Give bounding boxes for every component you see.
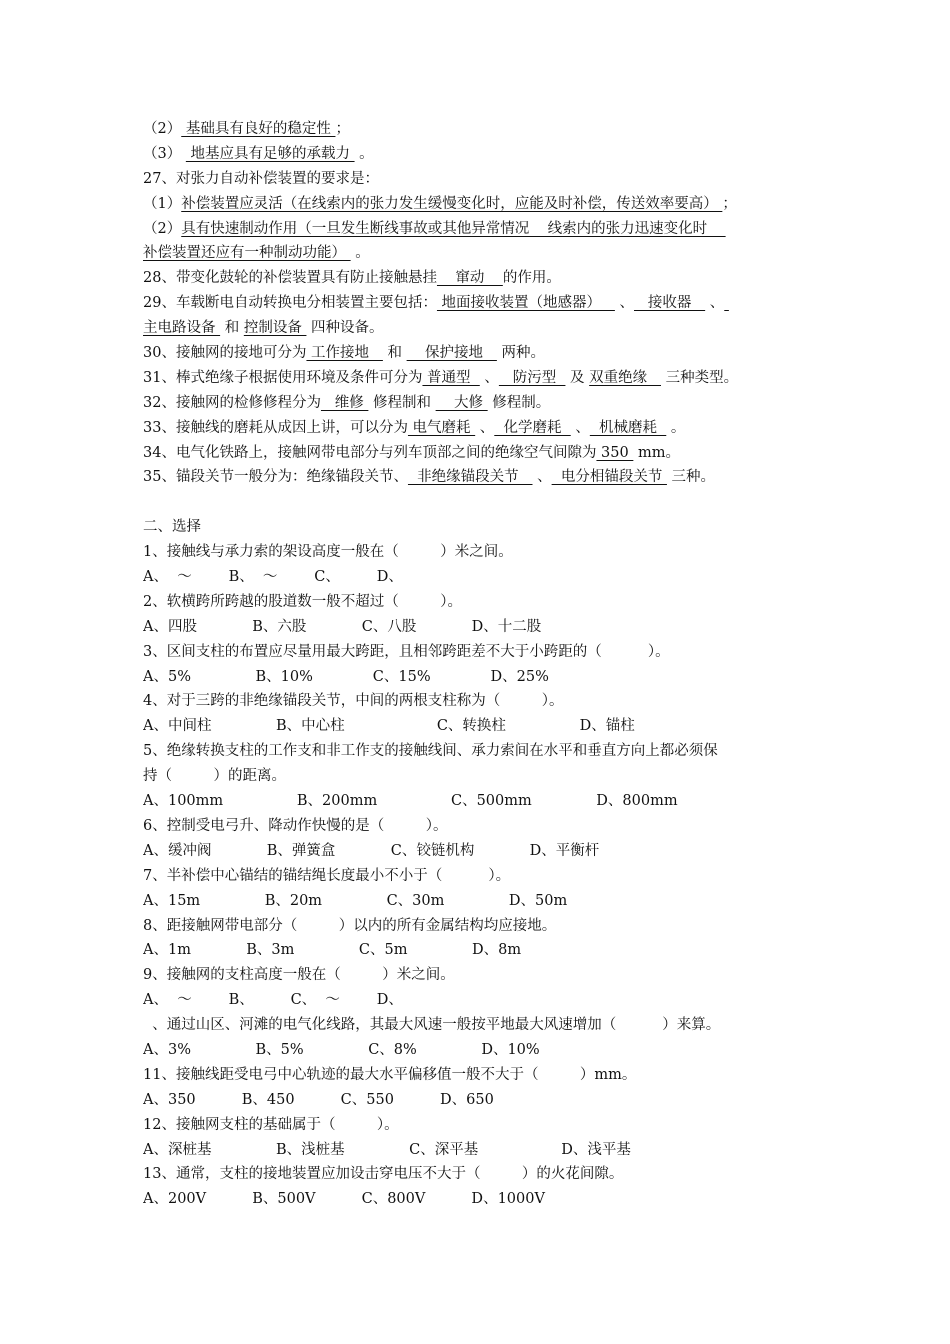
answer-blank: 补偿装置应灵活（在线索内的张力发生缓慢变化时，应能及时补偿，传送效率要高） — [181, 195, 723, 212]
question-30: 30、接触网的接地可分为 工作接地 和 保护接地 两种。 — [143, 345, 545, 362]
question-27: 27、对张力自动补偿装置的要求是： — [143, 170, 379, 187]
choice-options: A、200V B、500V C、800V D、1000V — [143, 1191, 545, 1208]
choice-line: 8、距接触网带电部分（ ）以内的所有金属结构均应接地。 — [143, 917, 557, 934]
answer-blank: 350 — [596, 444, 634, 461]
answer-blank: 基础具有良好的稳定性 — [181, 121, 336, 137]
choice-options: A、5% B、10% C、15% D、25% — [143, 668, 549, 685]
answer-blank: 电分相锚段关节 — [551, 469, 667, 486]
answer-blank: 防污型 — [498, 369, 566, 386]
choice-line: 6、控制受电弓升、降动作快慢的是（ ）。 — [143, 817, 448, 834]
answer-blank: 窜动 — [436, 270, 503, 287]
answer-blank: 工作接地 — [306, 345, 383, 362]
choice-line: 持（ ）的距离。 — [143, 768, 286, 785]
answer-blank: 地基应具有足够的承载力 — [185, 145, 355, 162]
answer-blank: 控制设备 — [243, 320, 307, 337]
question-31: 31、棒式绝缘子根据使用环境及条件可分为 普通型 、 防污型 及 双重绝缘 三种类型。 — [143, 369, 739, 386]
choice-options: A、中间柱 B、中心柱 C、转换柱 D、锚柱 — [143, 718, 635, 735]
choice-line: 1、接触线与承力索的架设高度一般在（ ）米之间。 — [143, 544, 513, 561]
answer-blank: 具有快速制动作用（一旦发生断线事故或其他异常情况 线索内的张力迅速变化时 — [181, 220, 726, 237]
answer-blank: 接收器 — [634, 295, 706, 312]
choice-options: A、 ～ B、 ～ C、 D、 — [143, 569, 403, 586]
choice-line: 5、绝缘转换支柱的工作支和非工作支的接触线间、承力索间在水平和垂直方向上都必须保 — [143, 743, 718, 760]
answer-blank: 非绝缘锚段关节 — [407, 469, 533, 486]
answer-blank: 普通型 — [422, 369, 480, 386]
question-29-cont: 主电路设备 和 控制设备 四种设备。 — [143, 320, 384, 337]
fill-line-26-2: （2） 基础具有良好的稳定性 ； — [143, 121, 350, 137]
choice-options: A、3% B、5% C、8% D、10% — [143, 1041, 540, 1058]
question-33: 33、接触线的磨耗从成因上讲，可以分为 电气磨耗 、 化学磨耗 、 机械磨耗 。 — [143, 419, 686, 436]
section-spacer — [143, 490, 813, 515]
answer-blank: 机械磨耗 — [589, 419, 667, 436]
answer-blank: 电气磨耗 — [407, 419, 476, 436]
choice-line: 13、通常，支柱的接地装置应加设击穿电压不大于（ ）的火花间隙。 — [143, 1166, 624, 1183]
question-35: 35、锚段关节一般分为：绝缘锚段关节、 非绝缘锚段关节 、 电分相锚段关节 三种。 — [143, 469, 716, 486]
fill-line-26-3: （3） 地基应具有足够的承载力 。 — [143, 145, 374, 162]
question-28: 28、带变化鼓轮的补偿装置具有防止接触悬挂 窜动 的作用。 — [143, 270, 561, 287]
question-32: 32、接触网的检修修程分为 维修 修程制和 大修 修程制。 — [143, 394, 551, 411]
choice-line: 11、接触线距受电弓中心轨迹的最大水平偏移值一般不大于（ ）mm。 — [143, 1066, 637, 1083]
choice-line: 7、半补偿中心锚结的锚结绳长度最小不小于（ ）。 — [143, 867, 511, 884]
answer-blank: 主电路设备 — [143, 320, 221, 337]
choice-options: A、缓冲阀 B、弹簧盒 C、铰链机构 D、平衡杆 — [143, 842, 600, 859]
choice-line: 4、对于三跨的非绝缘锚段关节，中间的两根支柱称为（ ）。 — [143, 693, 564, 710]
fill-line-27-1: （1）补偿装置应灵活（在线索内的张力发生缓慢变化时，应能及时补偿，传送效率要高） ； — [143, 195, 737, 212]
answer-blank: 补偿装置还应有一种制动功能） — [143, 245, 351, 262]
choice-line: 9、接触网的支柱高度一般在（ ）米之间。 — [143, 967, 455, 984]
choice-line: 3、区间支柱的布置应尽量用最大跨距，且相邻跨距差不大于小跨距的（ ）。 — [143, 643, 670, 660]
fill-line-27-2: （2）具有快速制动作用（一旦发生断线事故或其他异常情况 线索内的张力迅速变化时 — [143, 220, 726, 237]
choice-options: A、1m B、3m C、5m D、8m — [143, 942, 522, 959]
section-heading: 二、选择 — [143, 519, 201, 536]
choice-line: 2、软横跨所跨越的股道数一般不超过（ ）。 — [143, 593, 462, 610]
choice-options: A、350 B、450 C、550 D、650 — [143, 1091, 494, 1108]
question-29: 29、车载断电自动转换电分相装置主要包括： 地面接收装置（地感器） 、 接收器 、 — [143, 295, 725, 312]
choice-options: A、深桩基 B、浅桩基 C、深平基 D、浅平基 — [143, 1141, 631, 1158]
answer-blank: 大修 — [435, 394, 488, 411]
choice-options: A、 ～ B、 C、 ～ D、 — [143, 992, 403, 1009]
choice-line: 、通过山区、河滩的电气化线路，其最大风速一般按平地最大风速增加（ ）来算。 — [143, 1017, 721, 1034]
choice-options: A、100mm B、200mm C、500mm D、800mm — [143, 793, 678, 810]
answer-blank: 维修 — [320, 394, 369, 411]
answer-blank: 化学磨耗 — [494, 419, 571, 436]
choice-line: 12、接触网支柱的基础属于（ ）。 — [143, 1116, 399, 1133]
choice-options: A、四股 B、六股 C、八股 D、十二股 — [143, 618, 542, 635]
question-34: 34、电气化铁路上，接触网带电部分与列车顶部之间的绝缘空气间隙为 350 mm。 — [143, 444, 680, 461]
page-content — [143, 117, 813, 1212]
answer-blank: 双重绝缘 — [589, 369, 661, 386]
answer-blank: 保护接地 — [406, 345, 497, 362]
fill-line-27-2-cont: 补偿装置还应有一种制动功能） 。 — [143, 245, 370, 262]
answer-blank: 地面接收装置（地感器） — [436, 295, 615, 312]
choice-options: A、15m B、20m C、30m D、50m — [143, 892, 568, 909]
